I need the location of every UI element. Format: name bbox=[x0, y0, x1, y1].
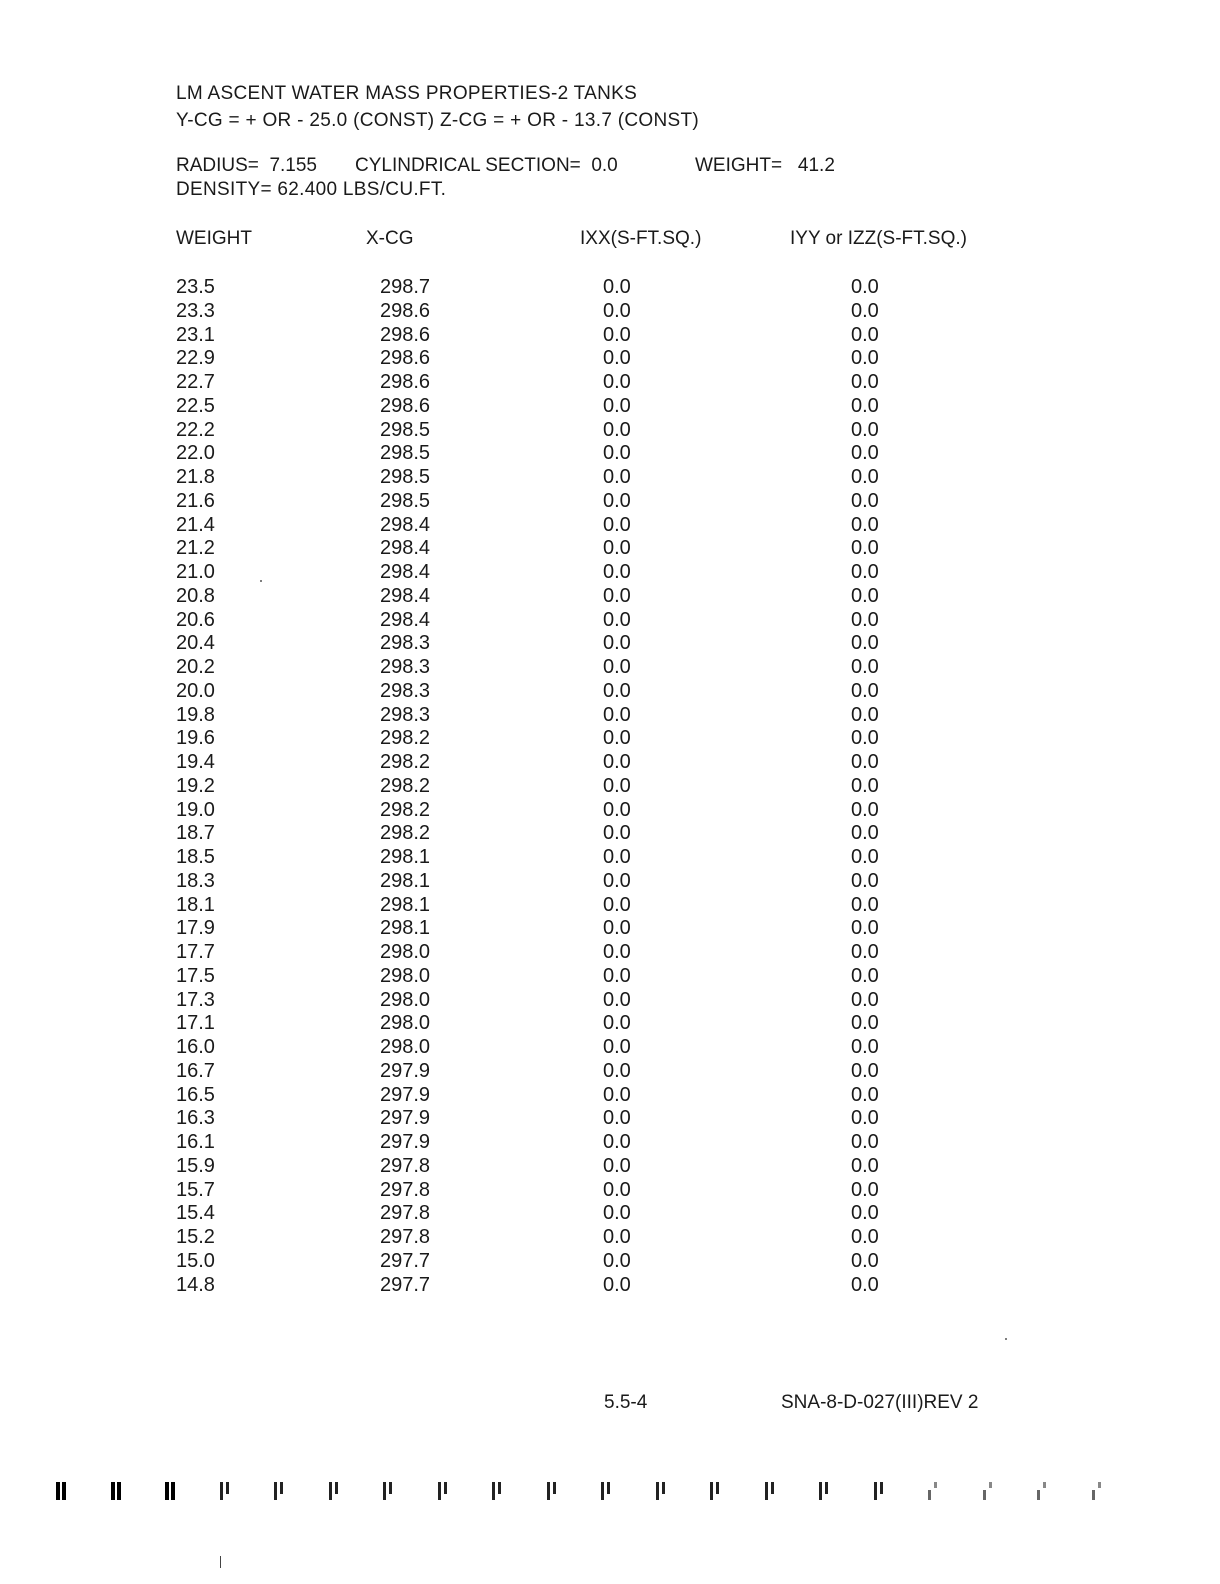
scan-mark bbox=[872, 1480, 886, 1502]
cell-xcg: 298.5 bbox=[380, 489, 431, 512]
cell-ixx: 0.0 bbox=[603, 489, 631, 512]
cell-xcg: 297.9 bbox=[380, 1059, 431, 1082]
cell-iyy: 0.0 bbox=[851, 798, 879, 821]
table-row bbox=[0, 1250, 1220, 1274]
cell-ixx: 0.0 bbox=[603, 1178, 631, 1201]
cell-iyy: 0.0 bbox=[851, 371, 879, 393]
cell-weight: 21.2 bbox=[176, 537, 215, 560]
cell-weight: 22.7 bbox=[176, 371, 215, 393]
cell-iyy: 0.0 bbox=[851, 1083, 879, 1106]
scan-mark bbox=[163, 1480, 177, 1502]
table-row bbox=[0, 1107, 1220, 1131]
density-value: DENSITY= 62.400 LBS/CU.FT. bbox=[176, 179, 447, 200]
scan-mark bbox=[109, 1480, 123, 1502]
cell-weight: 19.0 bbox=[176, 798, 215, 821]
cell-ixx: 0.0 bbox=[603, 466, 631, 488]
cell-weight: 16.1 bbox=[176, 1131, 215, 1153]
cell-weight: 17.3 bbox=[176, 988, 215, 1011]
cell-xcg: 298.0 bbox=[380, 1036, 431, 1058]
cell-xcg: 297.8 bbox=[380, 1178, 431, 1201]
cell-ixx: 0.0 bbox=[603, 751, 631, 773]
cell-iyy: 0.0 bbox=[851, 632, 879, 655]
cell-xcg: 298.6 bbox=[380, 299, 431, 322]
cell-iyy: 0.0 bbox=[851, 774, 879, 797]
cell-xcg: 298.2 bbox=[380, 751, 431, 773]
cell-xcg: 297.8 bbox=[380, 1202, 431, 1225]
table-row bbox=[0, 514, 1220, 538]
table-row bbox=[0, 1084, 1220, 1108]
cell-weight: 19.2 bbox=[176, 774, 215, 797]
table-row bbox=[0, 1202, 1220, 1226]
mass-properties-table bbox=[0, 276, 1220, 1297]
cell-xcg: 298.4 bbox=[380, 561, 431, 583]
cell-xcg: 298.3 bbox=[380, 703, 431, 726]
cell-weight: 17.1 bbox=[176, 1012, 215, 1035]
cell-iyy: 0.0 bbox=[851, 964, 879, 987]
cell-xcg: 297.8 bbox=[380, 1226, 431, 1248]
cell-weight: 18.1 bbox=[176, 893, 215, 916]
cell-ixx: 0.0 bbox=[603, 1012, 631, 1035]
scan-mark bbox=[272, 1480, 286, 1502]
cell-iyy: 0.0 bbox=[851, 1154, 879, 1177]
cell-ixx: 0.0 bbox=[603, 1083, 631, 1106]
table-row bbox=[0, 609, 1220, 633]
cell-iyy: 0.0 bbox=[851, 561, 879, 583]
column-header-ixx: IXX(S-FT.SQ.) bbox=[580, 228, 702, 249]
cell-xcg: 297.7 bbox=[380, 1273, 431, 1296]
cell-weight: 16.5 bbox=[176, 1083, 215, 1106]
cell-ixx: 0.0 bbox=[603, 1059, 631, 1082]
cell-xcg: 298.0 bbox=[380, 964, 431, 987]
cell-xcg: 298.2 bbox=[380, 774, 431, 797]
cell-weight: 21.0 bbox=[176, 561, 215, 583]
cell-weight: 17.5 bbox=[176, 964, 215, 987]
cell-xcg: 298.1 bbox=[380, 846, 431, 868]
cell-ixx: 0.0 bbox=[603, 822, 631, 845]
cell-iyy: 0.0 bbox=[851, 988, 879, 1011]
scan-mark bbox=[545, 1480, 559, 1502]
scan-mark bbox=[654, 1480, 668, 1502]
cg-constants: Y-CG = + OR - 25.0 (CONST) Z-CG = + OR - 13.7 (CONST) bbox=[176, 110, 700, 131]
table-row bbox=[0, 917, 1220, 941]
table-row bbox=[0, 965, 1220, 989]
cell-iyy: 0.0 bbox=[851, 751, 879, 773]
cell-ixx: 0.0 bbox=[603, 988, 631, 1011]
cell-weight: 17.7 bbox=[176, 941, 215, 963]
table-row bbox=[0, 442, 1220, 466]
cell-iyy: 0.0 bbox=[851, 513, 879, 536]
cell-ixx: 0.0 bbox=[603, 964, 631, 987]
cell-iyy: 0.0 bbox=[851, 1131, 879, 1153]
cell-xcg: 298.4 bbox=[380, 584, 431, 607]
cell-xcg: 298.6 bbox=[380, 394, 431, 417]
cell-xcg: 298.5 bbox=[380, 418, 431, 441]
scan-mark bbox=[54, 1480, 68, 1502]
cell-weight: 19.8 bbox=[176, 703, 215, 726]
cell-iyy: 0.0 bbox=[851, 442, 879, 465]
scan-mark bbox=[981, 1480, 995, 1502]
cell-iyy: 0.0 bbox=[851, 846, 879, 868]
cell-xcg: 297.9 bbox=[380, 1083, 431, 1106]
table-row bbox=[0, 371, 1220, 395]
cell-ixx: 0.0 bbox=[603, 846, 631, 868]
table-row bbox=[0, 300, 1220, 324]
table-row bbox=[0, 561, 1220, 585]
cell-ixx: 0.0 bbox=[603, 798, 631, 821]
cell-iyy: 0.0 bbox=[851, 323, 879, 346]
cell-ixx: 0.0 bbox=[603, 347, 631, 370]
cell-iyy: 0.0 bbox=[851, 1226, 879, 1248]
cell-iyy: 0.0 bbox=[851, 1059, 879, 1082]
cell-weight: 14.8 bbox=[176, 1273, 215, 1296]
scan-speck bbox=[260, 580, 262, 582]
cell-iyy: 0.0 bbox=[851, 489, 879, 512]
table-row bbox=[0, 1226, 1220, 1250]
table-row bbox=[0, 822, 1220, 846]
cell-xcg: 298.3 bbox=[380, 679, 431, 702]
cell-weight: 15.4 bbox=[176, 1202, 215, 1225]
cell-iyy: 0.0 bbox=[851, 727, 879, 750]
cell-ixx: 0.0 bbox=[603, 893, 631, 916]
cell-iyy: 0.0 bbox=[851, 608, 879, 631]
cell-weight: 16.3 bbox=[176, 1107, 215, 1130]
document-id: SNA-8-D-027(III)REV 2 bbox=[781, 1392, 979, 1413]
document-title: LM ASCENT WATER MASS PROPERTIES-2 TANKS bbox=[176, 83, 638, 104]
cell-ixx: 0.0 bbox=[603, 442, 631, 465]
column-header-iyy-izz: IYY or IZZ(S-FT.SQ.) bbox=[790, 228, 967, 249]
table-row bbox=[0, 656, 1220, 680]
scan-mark bbox=[926, 1480, 940, 1502]
cell-xcg: 298.4 bbox=[380, 537, 431, 560]
table-row bbox=[0, 1131, 1220, 1155]
table-row bbox=[0, 466, 1220, 490]
scan-mark bbox=[381, 1480, 395, 1502]
table-row bbox=[0, 585, 1220, 609]
scan-mark bbox=[817, 1480, 831, 1502]
table-row bbox=[0, 1036, 1220, 1060]
table-row bbox=[0, 276, 1220, 300]
cell-ixx: 0.0 bbox=[603, 774, 631, 797]
cell-iyy: 0.0 bbox=[851, 1249, 879, 1272]
cell-weight: 18.3 bbox=[176, 869, 215, 892]
cell-ixx: 0.0 bbox=[603, 869, 631, 892]
cell-iyy: 0.0 bbox=[851, 299, 879, 322]
column-header-weight: WEIGHT bbox=[176, 228, 252, 249]
cell-ixx: 0.0 bbox=[603, 323, 631, 346]
cell-iyy: 0.0 bbox=[851, 347, 879, 370]
cell-ixx: 0.0 bbox=[603, 1107, 631, 1130]
cell-ixx: 0.0 bbox=[603, 418, 631, 441]
cell-weight: 22.0 bbox=[176, 442, 215, 465]
cell-iyy: 0.0 bbox=[851, 893, 879, 916]
cell-weight: 17.9 bbox=[176, 917, 215, 940]
cell-ixx: 0.0 bbox=[603, 679, 631, 702]
total-weight-value: WEIGHT= 41.2 bbox=[695, 155, 835, 176]
cell-xcg: 298.0 bbox=[380, 988, 431, 1011]
scan-mark bbox=[599, 1480, 613, 1502]
table-row bbox=[0, 941, 1220, 965]
column-header-xcg: X-CG bbox=[366, 228, 414, 249]
cell-weight: 23.5 bbox=[176, 276, 215, 298]
table-row bbox=[0, 490, 1220, 514]
scan-mark bbox=[490, 1480, 504, 1502]
cell-ixx: 0.0 bbox=[603, 1249, 631, 1272]
table-row bbox=[0, 680, 1220, 704]
cell-ixx: 0.0 bbox=[603, 394, 631, 417]
cell-ixx: 0.0 bbox=[603, 1226, 631, 1248]
cell-ixx: 0.0 bbox=[603, 561, 631, 583]
cell-iyy: 0.0 bbox=[851, 276, 879, 298]
table-row bbox=[0, 1060, 1220, 1084]
cell-ixx: 0.0 bbox=[603, 276, 631, 298]
table-row bbox=[0, 324, 1220, 348]
cell-iyy: 0.0 bbox=[851, 917, 879, 940]
table-row bbox=[0, 894, 1220, 918]
page-number: 5.5-4 bbox=[604, 1392, 648, 1413]
table-row bbox=[0, 846, 1220, 870]
cell-ixx: 0.0 bbox=[603, 656, 631, 678]
cell-ixx: 0.0 bbox=[603, 941, 631, 963]
cell-weight: 22.2 bbox=[176, 418, 215, 441]
cell-iyy: 0.0 bbox=[851, 418, 879, 441]
cell-weight: 21.6 bbox=[176, 489, 215, 512]
cell-weight: 20.6 bbox=[176, 608, 215, 631]
cell-ixx: 0.0 bbox=[603, 632, 631, 655]
cell-ixx: 0.0 bbox=[603, 703, 631, 726]
cell-weight: 20.4 bbox=[176, 632, 215, 655]
scan-mark bbox=[763, 1480, 777, 1502]
cell-ixx: 0.0 bbox=[603, 1202, 631, 1225]
cell-xcg: 298.6 bbox=[380, 347, 431, 370]
cell-iyy: 0.0 bbox=[851, 656, 879, 678]
cell-xcg: 298.2 bbox=[380, 798, 431, 821]
cell-xcg: 298.4 bbox=[380, 513, 431, 536]
table-row bbox=[0, 1012, 1220, 1036]
cell-iyy: 0.0 bbox=[851, 394, 879, 417]
cell-weight: 23.1 bbox=[176, 323, 215, 346]
cell-ixx: 0.0 bbox=[603, 608, 631, 631]
cell-iyy: 0.0 bbox=[851, 584, 879, 607]
cell-weight: 18.5 bbox=[176, 846, 215, 868]
cell-ixx: 0.0 bbox=[603, 299, 631, 322]
cell-weight: 15.0 bbox=[176, 1249, 215, 1272]
cell-weight: 15.2 bbox=[176, 1226, 215, 1248]
cell-xcg: 298.3 bbox=[380, 632, 431, 655]
cell-ixx: 0.0 bbox=[603, 917, 631, 940]
cell-ixx: 0.0 bbox=[603, 584, 631, 607]
cell-weight: 19.4 bbox=[176, 751, 215, 773]
cell-ixx: 0.0 bbox=[603, 537, 631, 560]
cell-iyy: 0.0 bbox=[851, 703, 879, 726]
cell-xcg: 298.5 bbox=[380, 466, 431, 488]
cell-weight: 15.7 bbox=[176, 1178, 215, 1201]
scan-mark bbox=[327, 1480, 341, 1502]
cell-weight: 20.0 bbox=[176, 679, 215, 702]
cell-iyy: 0.0 bbox=[851, 1178, 879, 1201]
table-row bbox=[0, 751, 1220, 775]
cell-xcg: 298.6 bbox=[380, 323, 431, 346]
cell-xcg: 298.2 bbox=[380, 822, 431, 845]
cell-xcg: 298.0 bbox=[380, 1012, 431, 1035]
cell-ixx: 0.0 bbox=[603, 513, 631, 536]
table-row bbox=[0, 704, 1220, 728]
table-row bbox=[0, 727, 1220, 751]
cell-weight: 16.7 bbox=[176, 1059, 215, 1082]
cell-iyy: 0.0 bbox=[851, 1107, 879, 1130]
cell-ixx: 0.0 bbox=[603, 1036, 631, 1058]
cell-xcg: 298.1 bbox=[380, 869, 431, 892]
cell-ixx: 0.0 bbox=[603, 1273, 631, 1296]
cell-iyy: 0.0 bbox=[851, 822, 879, 845]
cell-iyy: 0.0 bbox=[851, 679, 879, 702]
cell-ixx: 0.0 bbox=[603, 1131, 631, 1153]
cylindrical-section-value: CYLINDRICAL SECTION= 0.0 bbox=[355, 155, 618, 176]
cell-iyy: 0.0 bbox=[851, 1036, 879, 1058]
cell-xcg: 298.4 bbox=[380, 608, 431, 631]
cell-weight: 18.7 bbox=[176, 822, 215, 845]
scan-edge-marks bbox=[54, 1480, 1154, 1510]
table-row bbox=[0, 419, 1220, 443]
table-row bbox=[0, 799, 1220, 823]
cell-weight: 20.8 bbox=[176, 584, 215, 607]
table-row bbox=[0, 989, 1220, 1013]
cell-xcg: 297.9 bbox=[380, 1131, 431, 1153]
cell-ixx: 0.0 bbox=[603, 1154, 631, 1177]
cell-weight: 16.0 bbox=[176, 1036, 215, 1058]
cell-weight: 23.3 bbox=[176, 299, 215, 322]
cell-xcg: 298.7 bbox=[380, 276, 431, 298]
cell-weight: 15.9 bbox=[176, 1154, 215, 1177]
cell-iyy: 0.0 bbox=[851, 537, 879, 560]
scan-mark bbox=[436, 1480, 450, 1502]
table-row bbox=[0, 1155, 1220, 1179]
cell-xcg: 298.2 bbox=[380, 727, 431, 750]
table-row bbox=[0, 870, 1220, 894]
cell-weight: 21.4 bbox=[176, 513, 215, 536]
cell-xcg: 298.5 bbox=[380, 442, 431, 465]
cell-weight: 22.9 bbox=[176, 347, 215, 370]
table-row bbox=[0, 1179, 1220, 1203]
table-row bbox=[0, 537, 1220, 561]
cell-weight: 20.2 bbox=[176, 656, 215, 678]
scan-mark bbox=[218, 1480, 232, 1502]
cell-iyy: 0.0 bbox=[851, 1202, 879, 1225]
scan-tick-mark bbox=[220, 1556, 221, 1568]
scan-mark bbox=[708, 1480, 722, 1502]
table-row bbox=[0, 395, 1220, 419]
cell-iyy: 0.0 bbox=[851, 869, 879, 892]
table-row bbox=[0, 632, 1220, 656]
cell-iyy: 0.0 bbox=[851, 1273, 879, 1296]
cell-xcg: 298.1 bbox=[380, 917, 431, 940]
cell-xcg: 297.9 bbox=[380, 1107, 431, 1130]
cell-weight: 22.5 bbox=[176, 394, 215, 417]
cell-weight: 19.6 bbox=[176, 727, 215, 750]
scan-mark bbox=[1090, 1480, 1104, 1502]
cell-xcg: 298.6 bbox=[380, 371, 431, 393]
scan-speck bbox=[1005, 1338, 1007, 1340]
cell-xcg: 297.7 bbox=[380, 1249, 431, 1272]
cell-iyy: 0.0 bbox=[851, 466, 879, 488]
table-row bbox=[0, 1274, 1220, 1298]
table-row bbox=[0, 347, 1220, 371]
cell-xcg: 297.8 bbox=[380, 1154, 431, 1177]
cell-weight: 21.8 bbox=[176, 466, 215, 488]
cell-ixx: 0.0 bbox=[603, 727, 631, 750]
cell-xcg: 298.0 bbox=[380, 941, 431, 963]
cell-iyy: 0.0 bbox=[851, 1012, 879, 1035]
cell-iyy: 0.0 bbox=[851, 941, 879, 963]
cell-ixx: 0.0 bbox=[603, 371, 631, 393]
cell-xcg: 298.3 bbox=[380, 656, 431, 678]
cell-xcg: 298.1 bbox=[380, 893, 431, 916]
radius-value: RADIUS= 7.155 bbox=[176, 155, 317, 176]
scan-mark bbox=[1035, 1480, 1049, 1502]
table-row bbox=[0, 775, 1220, 799]
